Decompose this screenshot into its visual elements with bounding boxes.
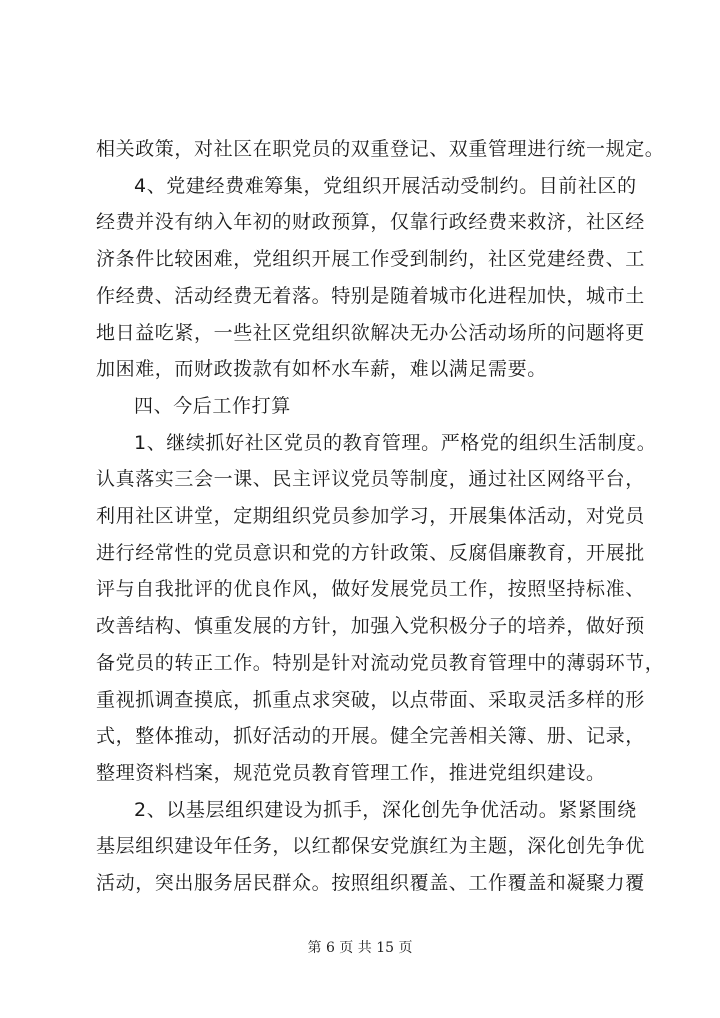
text-line-18: 整理资料档案，规范党员教育管理工作，推进党组织建设。: [96, 761, 606, 784]
text-line-13: 评与自我批评的优良作风，做好发展党员工作，按照坚持标准、: [96, 578, 645, 601]
text-line-1: 相关政策，对社区在职党员的双重登记、双重管理进行统一规定。: [96, 138, 665, 160]
text-line-3: 经费并没有纳入年初的财政预算，仅靠行政经费来救济，社区经: [96, 211, 645, 234]
text-line-9: 1、继续抓好社区党员的教育管理。严格党的组织生活制度。: [134, 431, 657, 454]
text-line-11: 利用社区讲堂，定期组织党员参加学习，开展集体活动，对党员: [96, 505, 645, 527]
text-line-15: 备党员的转正工作。特别是针对流动党员教育管理中的薄弱环节，: [96, 651, 665, 674]
text-line-16: 重视抓调查摸底，抓重点求突破，以点带面、采取灵活多样的形: [96, 688, 645, 711]
page-footer: 第 6 页 共 15 页: [307, 940, 413, 956]
text-line-14: 改善结构、慎重发展的方针，加强入党积极分子的培养，做好预: [96, 615, 645, 638]
text-line-20: 基层组织建设年任务，以红都保安党旗红为主题，深化创先争优: [96, 835, 645, 858]
text-line-17: 式，整体推动，抓好活动的开展。健全完善相关簿、册、记录，: [96, 725, 645, 748]
text-line-6: 地日益吃紧，一些社区党组织欲解决无办公活动场所的问题将更: [96, 321, 645, 344]
text-line-10: 认真落实三会一课、民主评议党员等制度，通过社区网络平台，: [96, 468, 645, 491]
section-heading: 四、今后工作打算: [134, 394, 291, 417]
text-line-21: 活动，突出服务居民群众。按照组织覆盖、工作覆盖和凝聚力覆: [96, 872, 645, 894]
text-line-5: 作经费、活动经费无着落。特别是随着城市化进程加快，城市土: [96, 284, 645, 307]
text-line-2: 4、党建经费难筹集，党组织开展活动受制约。目前社区的: [134, 174, 637, 197]
text-line-12: 进行经常性的党员意识和党的方针政策、反腐倡廉教育，开展批: [96, 541, 645, 564]
text-line-4: 济条件比较困难，党组织开展工作受到制约，社区党建经费、工: [96, 248, 645, 271]
text-line-7: 加困难，而财政拨款有如杯水车薪，难以满足需要。: [96, 358, 547, 381]
text-line-19: 2、以基层组织建设为抓手，深化创先争优活动。紧紧围绕: [134, 798, 637, 821]
